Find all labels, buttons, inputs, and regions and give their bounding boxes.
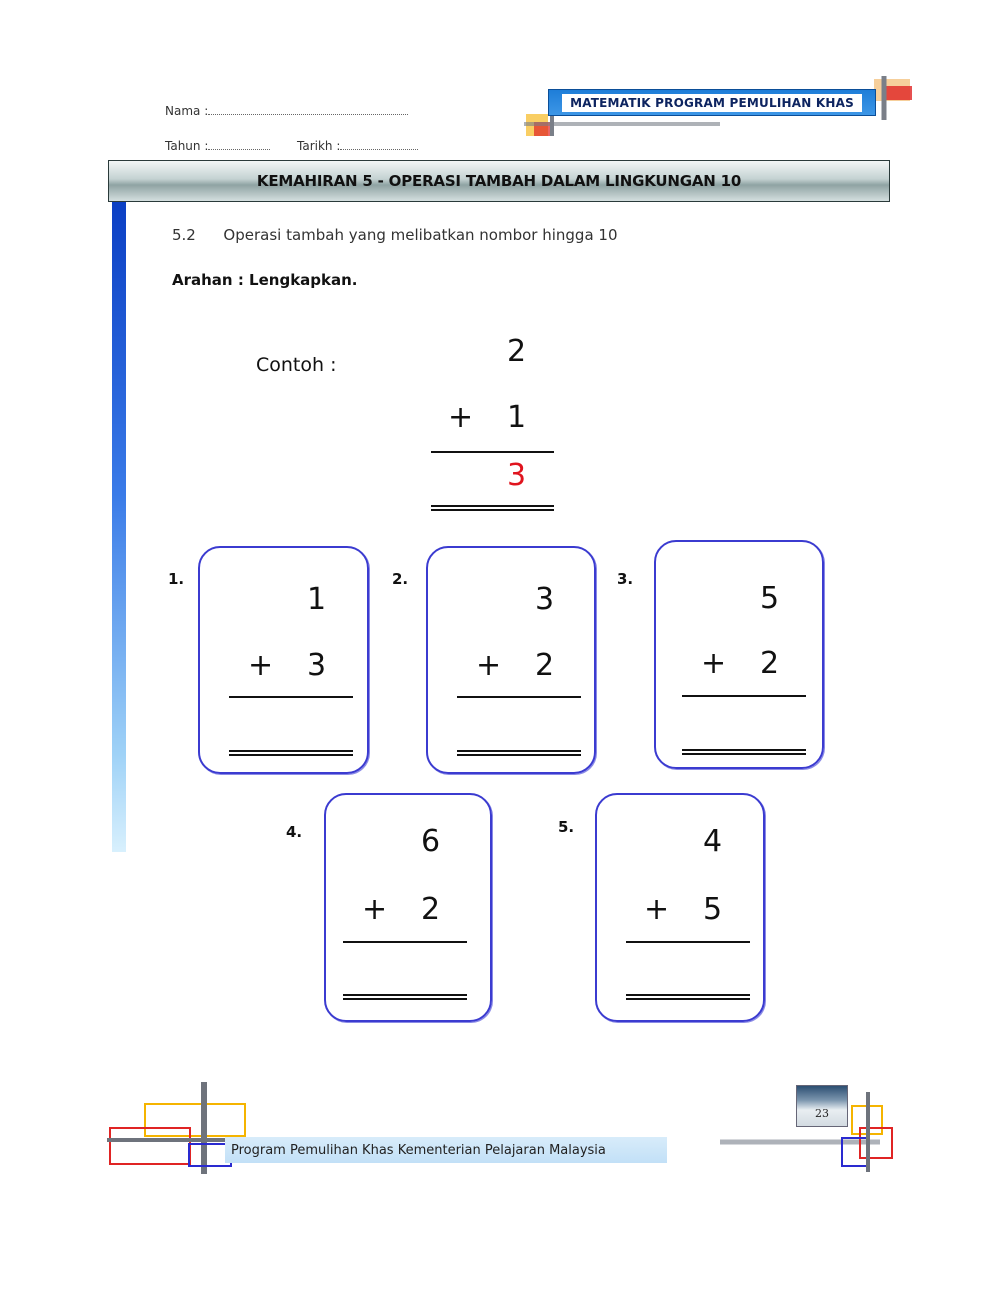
subject-banner-text: MATEMATIK PROGRAM PEMULIHAN KHAS xyxy=(562,94,862,112)
question-1-top-number: 1 xyxy=(307,582,327,617)
question-3-operator: + xyxy=(701,646,727,681)
footer-bar: Program Pemulihan Khas Kementerian Pelajaran Malaysia xyxy=(225,1137,667,1163)
question-1-operator: + xyxy=(248,648,274,683)
tarikh-field[interactable] xyxy=(297,139,418,153)
question-1-box xyxy=(198,546,369,774)
tarikh-label: Tarikh : xyxy=(297,139,341,153)
nama-label: Nama : xyxy=(165,104,209,118)
question-5-box xyxy=(595,793,765,1022)
question-1-double-line xyxy=(229,750,353,756)
question-5-double-line xyxy=(626,994,750,1000)
sidebar-stripe xyxy=(112,202,126,852)
subject-banner xyxy=(548,89,876,116)
question-4-number: 4. xyxy=(286,823,303,841)
question-3-double-line xyxy=(682,749,806,755)
tahun-label: Tahun : xyxy=(165,139,209,153)
question-5-operator: + xyxy=(644,892,670,927)
question-3-answer-area[interactable] xyxy=(682,699,806,745)
question-4-bottom-number: 2 xyxy=(421,892,441,927)
question-3-bottom-number: 2 xyxy=(760,646,780,681)
question-5-answer-area[interactable] xyxy=(626,945,750,991)
question-5-top-number: 4 xyxy=(703,824,723,859)
question-4-operator: + xyxy=(362,892,388,927)
question-3-box xyxy=(654,540,824,769)
question-3-sum-line xyxy=(682,695,806,697)
question-1-sum-line xyxy=(229,696,353,698)
nama-field[interactable] xyxy=(165,104,408,118)
question-2-top-number: 3 xyxy=(535,582,555,617)
question-5-bottom-number: 5 xyxy=(703,892,723,927)
question-4-sum-line xyxy=(343,941,467,943)
question-2-double-line xyxy=(457,750,581,756)
question-5-sum-line xyxy=(626,941,750,943)
example-sum-line xyxy=(431,451,554,453)
question-2-sum-line xyxy=(457,696,581,698)
example-top-number: 2 xyxy=(507,334,527,369)
page-number: 23 xyxy=(796,1085,848,1127)
question-1-number: 1. xyxy=(168,570,185,588)
tahun-blank[interactable] xyxy=(208,139,270,150)
question-2-box xyxy=(426,546,596,774)
example-double-line xyxy=(431,505,554,511)
question-4-top-number: 6 xyxy=(421,824,441,859)
question-5-number: 5. xyxy=(558,818,575,836)
subtitle-text: Operasi tambah yang melibatkan nombor hingga 10 xyxy=(223,226,618,244)
example-operator: + xyxy=(448,400,474,435)
tahun-field[interactable] xyxy=(165,139,270,153)
question-4-box xyxy=(324,793,492,1022)
question-1-bottom-number: 3 xyxy=(307,648,327,683)
subtitle xyxy=(172,226,618,244)
question-4-double-line xyxy=(343,994,467,1000)
example-bottom-number: 1 xyxy=(507,400,527,435)
skill-title-banner: KEMAHIRAN 5 - OPERASI TAMBAH DALAM LINGKUNGAN 10 xyxy=(108,160,890,202)
question-4-answer-area[interactable] xyxy=(343,945,467,991)
question-2-number: 2. xyxy=(392,570,409,588)
question-3-top-number: 5 xyxy=(760,581,780,616)
subtitle-number: 5.2 xyxy=(172,226,196,244)
example-label: Contoh : xyxy=(256,354,337,376)
nama-blank[interactable] xyxy=(208,104,408,115)
question-1-answer-area[interactable] xyxy=(229,700,353,746)
question-2-bottom-number: 2 xyxy=(535,648,555,683)
tarikh-blank[interactable] xyxy=(340,139,418,150)
question-2-operator: + xyxy=(476,648,502,683)
example-answer: 3 xyxy=(507,458,527,493)
instruction: Arahan : Lengkapkan. xyxy=(172,271,358,289)
question-3-number: 3. xyxy=(617,570,634,588)
question-2-answer-area[interactable] xyxy=(457,700,581,746)
